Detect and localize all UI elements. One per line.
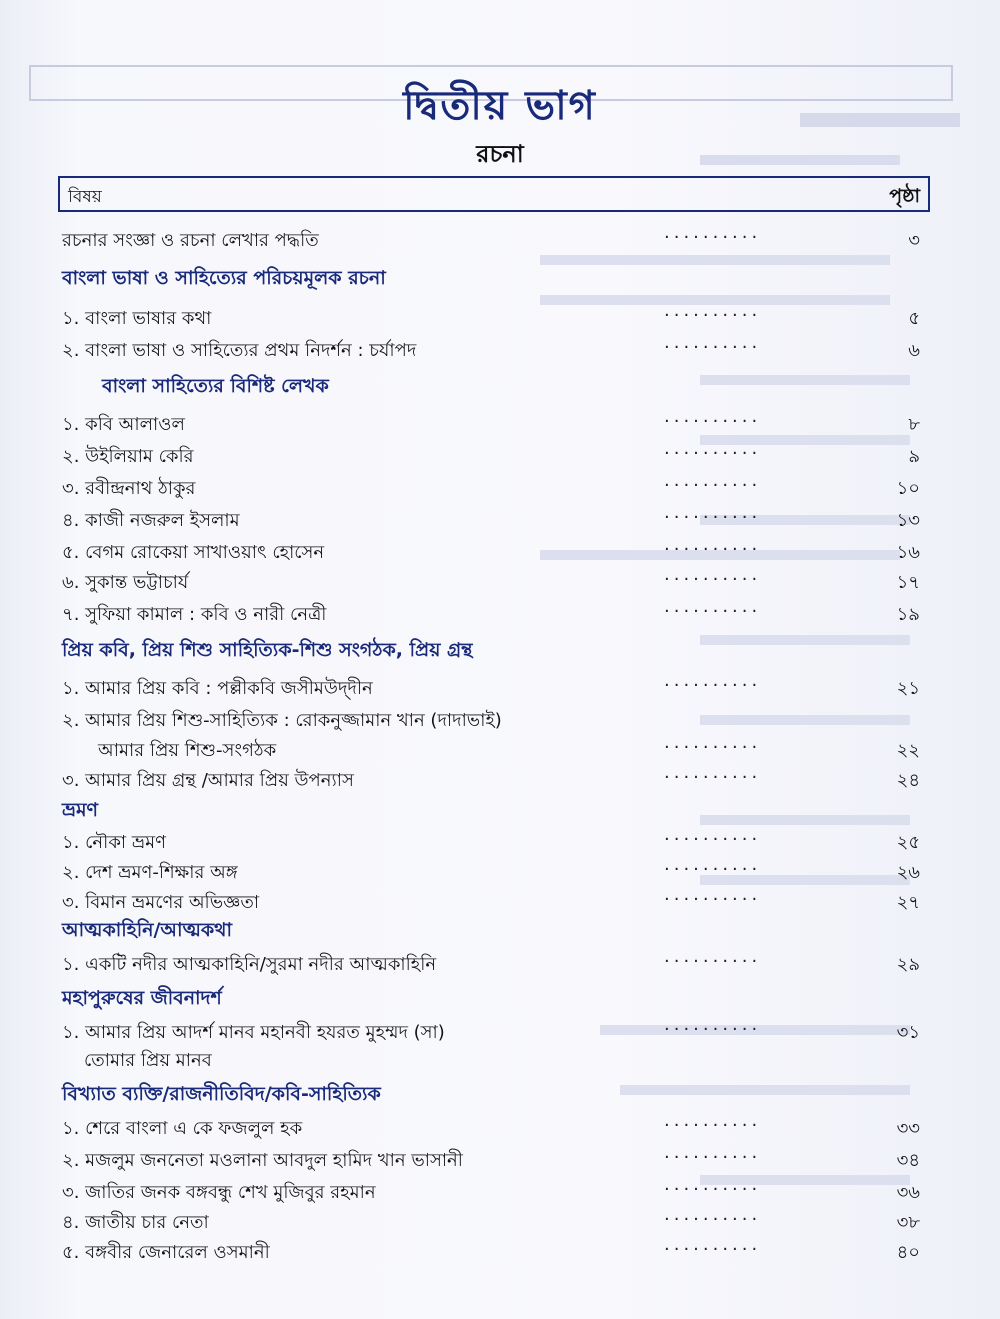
entry-title: ১. বাংলা ভাষার কথা (62, 308, 212, 329)
entry-title: ৫. বঙ্গবীর জেনারেল ওসমানী (62, 1242, 270, 1263)
leader-dots: .......... (664, 670, 762, 691)
entry-title: ৩. আমার প্রিয় গ্রন্থ /আমার প্রিয় উপন্যাস (62, 770, 354, 791)
entry-title: ২. দেশ ভ্রমণ-শিক্ষার অঙ্গ (62, 862, 238, 883)
entry-page: ২৬ (896, 862, 920, 883)
entry-title: রচনার সংজ্ঞা ও রচনা লেখার পদ্ধতি (62, 230, 319, 251)
toc-entry (62, 1234, 932, 1268)
toc-entry (62, 670, 932, 704)
entry-page: ৩ (908, 230, 920, 251)
toc-entry (62, 534, 932, 568)
section-heading: বিখ্যাত ব্যক্তি/রাজনীতিবিদ/কবি-সাহিত্যিক (62, 1083, 381, 1105)
section-heading: প্রিয় কবি, প্রিয় শিশু সাহিত্যিক-শিশু সংগঠক, প্রিয় গ্রন্থ (62, 639, 473, 661)
toc-entry (62, 884, 932, 918)
part-subtitle: রচনা (476, 140, 524, 168)
entry-title: ১. কবি আলাওল (62, 414, 185, 435)
leader-dots: .......... (664, 1204, 762, 1225)
toc-entry (62, 300, 932, 334)
toc-entry (62, 332, 932, 366)
leader-dots: .......... (664, 1234, 762, 1255)
leader-dots: .......... (664, 438, 762, 459)
column-page-label: পৃষ্ঠা (889, 185, 920, 207)
toc-entry (62, 1174, 932, 1208)
entry-title: ১. আমার প্রিয় আদর্শ মানব মহানবী হযরত মুহম্মদ (সা) (62, 1022, 445, 1043)
leader-dots: .......... (664, 1142, 762, 1163)
leader-dots: .......... (664, 1174, 762, 1195)
toc-entry (62, 438, 932, 472)
entry-page: ২২ (896, 740, 920, 761)
entry-title: ৩. জাতির জনক বঙ্গবন্ধু শেখ মুজিবুর রহমান (62, 1182, 376, 1203)
toc-entry (62, 762, 932, 796)
entry-title: ১. নৌকা ভ্রমণ (62, 832, 166, 853)
entry-title: ২. মজলুম জননেতা মওলানা আবদুল হামিদ খান ভাসানী (62, 1150, 463, 1171)
entry-title: ১. শেরে বাংলা এ কে ফজলুল হক (62, 1118, 303, 1139)
leader-dots: .......... (664, 1014, 762, 1035)
entry-page: ৪০ (896, 1242, 920, 1263)
entry-page: ১৬ (896, 542, 920, 563)
entry-page: ২১ (896, 678, 920, 699)
leader-dots: .......... (664, 884, 762, 905)
leader-dots: .......... (664, 762, 762, 783)
toc-entry (62, 824, 932, 858)
entry-title: ৪. কাজী নজরুল ইসলাম (62, 510, 240, 531)
column-topic-label: বিষয় (68, 187, 102, 207)
toc-entry (62, 732, 932, 766)
leader-dots: .......... (664, 406, 762, 427)
toc-entry (62, 706, 932, 736)
toc-entry (62, 1014, 932, 1048)
toc-entry (62, 596, 932, 630)
toc-entry (62, 1204, 932, 1238)
entry-title: ২. উইলিয়াম কেরি (62, 446, 194, 467)
leader-dots: .......... (664, 300, 762, 321)
toc-entry (62, 1142, 932, 1176)
column-header-box (58, 176, 930, 212)
entry-page: ১০ (896, 478, 920, 499)
leader-dots: .......... (664, 502, 762, 523)
leader-dots: .......... (664, 854, 762, 875)
toc-entry (62, 470, 932, 504)
toc-entry (62, 564, 932, 598)
leader-dots: .......... (664, 732, 762, 753)
toc-entry (62, 1110, 932, 1144)
section-heading: ভ্রমণ (62, 799, 98, 821)
entry-page: ৩৪ (896, 1150, 920, 1171)
entry-page: ৩৮ (896, 1212, 920, 1233)
entry-title: ৩. রবীন্দ্রনাথ ঠাকুর (62, 478, 196, 499)
leader-dots: .......... (664, 1110, 762, 1131)
entry-page: ৯ (908, 446, 920, 467)
entry-title: ৩. বিমান ভ্রমণের অভিজ্ঞতা (62, 892, 260, 913)
toc-entry (62, 406, 932, 440)
entry-page: ৮ (908, 414, 920, 435)
part-title: দ্বিতীয় ভাগ (403, 83, 597, 129)
leader-dots: .......... (664, 596, 762, 617)
entry-page: ২৫ (896, 832, 920, 853)
toc-entry (62, 502, 932, 536)
entry-title: ৪. জাতীয় চার নেতা (62, 1212, 209, 1233)
leader-dots: .......... (664, 946, 762, 967)
entry-continuation: আমার প্রিয় শিশু-সংগঠক (98, 740, 277, 761)
toc-entry (62, 946, 932, 980)
leader-dots: .......... (664, 564, 762, 585)
entry-title: ৭. সুফিয়া কামাল : কবি ও নারী নেত্রী (62, 604, 327, 625)
entry-title: ২. আমার প্রিয় শিশু-সাহিত্যিক : রোকনুজ্জামান খান (দাদাভাই) (62, 710, 502, 731)
entry-page: ৫ (908, 308, 920, 329)
entry-page: ৩১ (896, 1022, 920, 1043)
entry-page: ১৭ (896, 572, 920, 593)
section-heading: বাংলা ভাষা ও সাহিত্যের পরিচয়মূলক রচনা (62, 267, 386, 289)
toc-entry (62, 1046, 932, 1076)
toc-entry (62, 222, 932, 256)
leader-dots: .......... (664, 824, 762, 845)
entry-title: ১. একটি নদীর আত্মকাহিনি/সুরমা নদীর আত্মকাহিনি (62, 954, 437, 975)
entry-page: ২৭ (896, 892, 920, 913)
entry-page: ৬ (908, 340, 920, 361)
entry-page: ১৩ (896, 510, 920, 531)
leader-dots: .......... (664, 332, 762, 353)
entry-page: ১৯ (896, 604, 920, 625)
section-heading: মহাপুরুষের জীবনাদর্শ (62, 987, 222, 1009)
subsection-heading: বাংলা সাহিত্যের বিশিষ্ট লেখক (102, 375, 329, 397)
section-heading: আত্মকাহিনি/আত্মকথা (62, 919, 232, 941)
entry-title: ৬. সুকান্ত ভট্টাচার্য (62, 572, 189, 593)
entry-page: ২৯ (896, 954, 920, 975)
toc-entry (62, 854, 932, 888)
entry-title: ৫. বেগম রোকেয়া সাখাওয়াৎ হোসেন (62, 542, 325, 563)
entry-page: ২৪ (896, 770, 920, 791)
entry-page: ৩৩ (896, 1118, 920, 1139)
entry-title: ১. আমার প্রিয় কবি : পল্লীকবি জসীমউদ্‌দীন (62, 678, 373, 699)
entry-continuation: তোমার প্রিয় মানব (84, 1050, 212, 1071)
leader-dots: .......... (664, 470, 762, 491)
entry-title: ২. বাংলা ভাষা ও সাহিত্যের প্রথম নিদর্শন : চর্যাপদ (62, 340, 417, 361)
entry-page: ৩৬ (896, 1182, 920, 1203)
leader-dots: .......... (664, 222, 762, 243)
leader-dots: .......... (664, 534, 762, 555)
